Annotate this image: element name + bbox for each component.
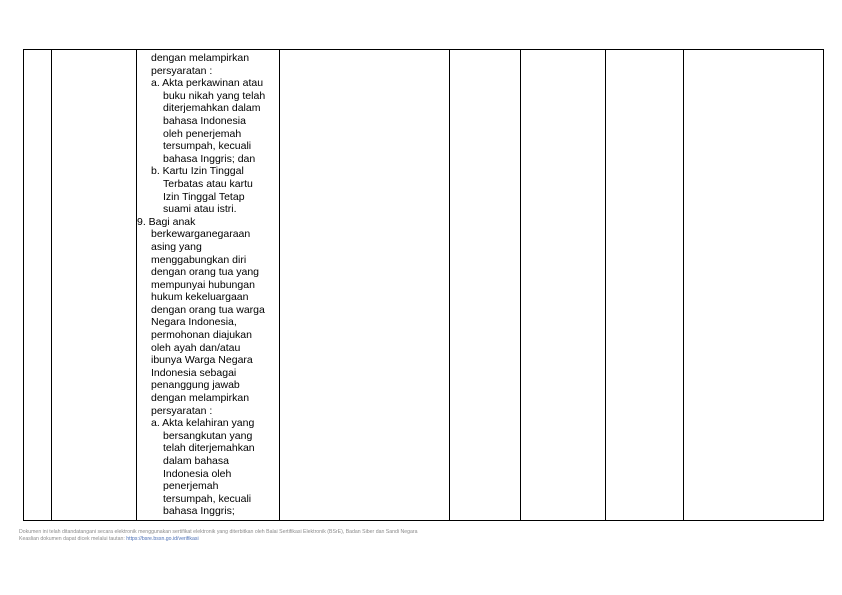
verification-link[interactable]: https://bsre.bssn.go.id/verifikasi [126,536,199,542]
text-line: oleh ayah dan/atau [151,341,241,354]
text-line: persyaratan : [151,64,213,77]
text-line: dalam bahasa [163,455,229,467]
text-line: bahasa Inggris; dan [163,152,256,165]
text-line: dengan orang tua warga [151,303,265,316]
text-line: asing yang [151,240,202,253]
text-line: dengan melampirkan [151,392,250,405]
text-line: persyaratan : [151,404,213,417]
text-line: bersangkutan yang [163,429,253,442]
requirements-table [23,49,824,521]
text-line: b. Kartu Izin Tinggal [151,165,244,178]
text-line: tersumpah, kecuali [163,140,252,153]
text-line: menggabungkan diri [151,253,247,266]
text-line: Izin Tinggal Tetap [163,190,245,203]
text-line: permohonan diajukan [151,329,252,342]
column-divider [683,50,684,520]
text-line: bahasa Inggris; [163,505,235,518]
text-line: 9. Bagi anak [137,215,196,228]
column-divider [520,50,521,520]
text-line: a. Akta perkawinan atau [151,77,264,90]
footer-signature-note: Dokumen ini telah ditandatangani secara elektronik menggunakan sertifikat elektronik yang diterbitkan oleh Balai Sertifikasi Elektronik (BSrE), Badan Siber dan Sandi Negara [19,529,418,535]
text-line: Terbatas atau kartu [163,177,253,190]
text-line: dengan melampirkan [151,52,250,64]
text-line: oleh penerjemah [163,127,242,140]
text-line: penanggung jawab [151,379,240,392]
text-line: diterjemahkan dalam [163,102,261,115]
requirements-cell-text [137,52,277,518]
text-line: hukum kekeluargaan [151,291,249,304]
text-line: buku nikah yang telah [163,89,266,102]
text-line: Indonesia sebagai [151,366,237,379]
column-divider [51,50,52,520]
column-divider [449,50,450,520]
text-line: suami atau istri. [163,203,237,216]
text-line: mempunyai hubungan [151,278,255,291]
text-line: dengan orang tua yang [151,266,260,279]
text-line: a. Akta kelahiran yang [151,417,255,430]
text-line: Negara Indonesia, [151,316,237,329]
text-line: Indonesia oleh [163,467,232,480]
column-divider [279,50,280,520]
text-line: berkewarganegaraan [151,228,251,241]
text-line: tersumpah, kecuali [163,492,252,505]
text-line: telah diterjemahkan [163,442,255,455]
footer-verification-prefix: Keaslian dokumen dapat dicek melalui tautan: [19,536,127,542]
text-line: ibunya Warga Negara [151,354,253,367]
text-line: penerjemah [163,480,219,493]
column-divider [605,50,606,520]
text-line: bahasa Indonesia [163,114,246,127]
signature-footer [19,529,418,543]
footer-verification-note [19,536,418,543]
